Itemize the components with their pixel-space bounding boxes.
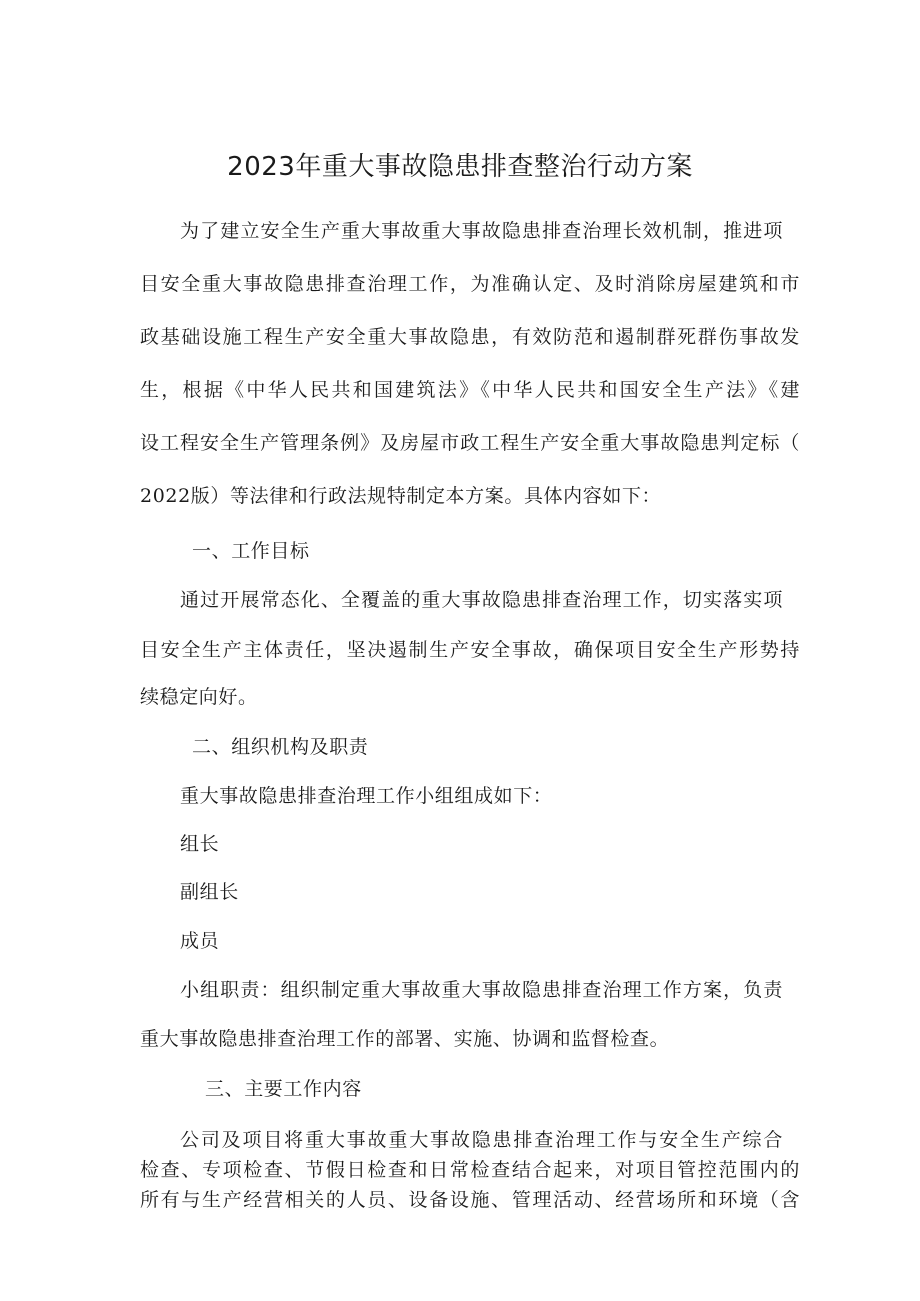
intro-line: 为了建立安全生产重大事故重大事故隐患排查治理长效机制，推进项 xyxy=(180,220,783,242)
section1-line: 续稳定向好。 xyxy=(140,686,258,708)
intro-line: 生，根据《中华人民共和国建筑法》《中华人民共和国安全生产法》《建 xyxy=(140,379,800,401)
document-title: 2023年重大事故隐患排查整治行动方案 xyxy=(227,152,693,182)
intro-line: 目安全重大事故隐患排查治理工作，为准确认定、及时消除房屋建筑和市 xyxy=(140,273,800,295)
role-members: 成员 xyxy=(180,930,220,952)
section3-line: 公司及项目将重大事故重大事故隐患排查治理工作与安全生产综合 xyxy=(180,1129,783,1151)
section2-intro: 重大事故隐患排查治理工作小组组成如下： xyxy=(180,785,553,807)
section1-line: 通过开展常态化、全覆盖的重大事故隐患排查治理工作，切实落实项 xyxy=(180,589,783,611)
role-leader: 组长 xyxy=(180,833,220,855)
section3-heading: 三、主要工作内容 xyxy=(205,1078,362,1100)
section3-line: 检查、专项检查、节假日检查和日常检查结合起来，对项目管控范围内的 xyxy=(140,1159,800,1181)
intro-line: 设工程安全生产管理条例》及房屋市政工程生产安全重大事故隐患判定标（ xyxy=(140,432,800,454)
intro-line: 政基础设施工程生产安全重大事故隐患，有效防范和遏制群死群伤事故发 xyxy=(140,326,800,348)
duties-line: 重大事故隐患排查治理工作的部署、实施、协调和监督检查。 xyxy=(140,1028,670,1050)
role-deputy-leader: 副组长 xyxy=(180,881,239,903)
section2-heading: 二、组织机构及职责 xyxy=(192,736,369,758)
section3-line: 所有与生产经营相关的人员、设备设施、管理活动、经营场所和环境（含 xyxy=(140,1189,800,1211)
duties-line: 小组职责：组织制定重大事故重大事故隐患排查治理工作方案，负责 xyxy=(180,979,783,1001)
section1-heading: 一、工作目标 xyxy=(192,540,310,562)
section1-line: 目安全生产主体责任，坚决遏制生产安全事故，确保项目安全生产形势持 xyxy=(140,639,800,661)
intro-line: 2022版）等法律和行政法规特制定本方案。具体内容如下： xyxy=(140,485,662,507)
